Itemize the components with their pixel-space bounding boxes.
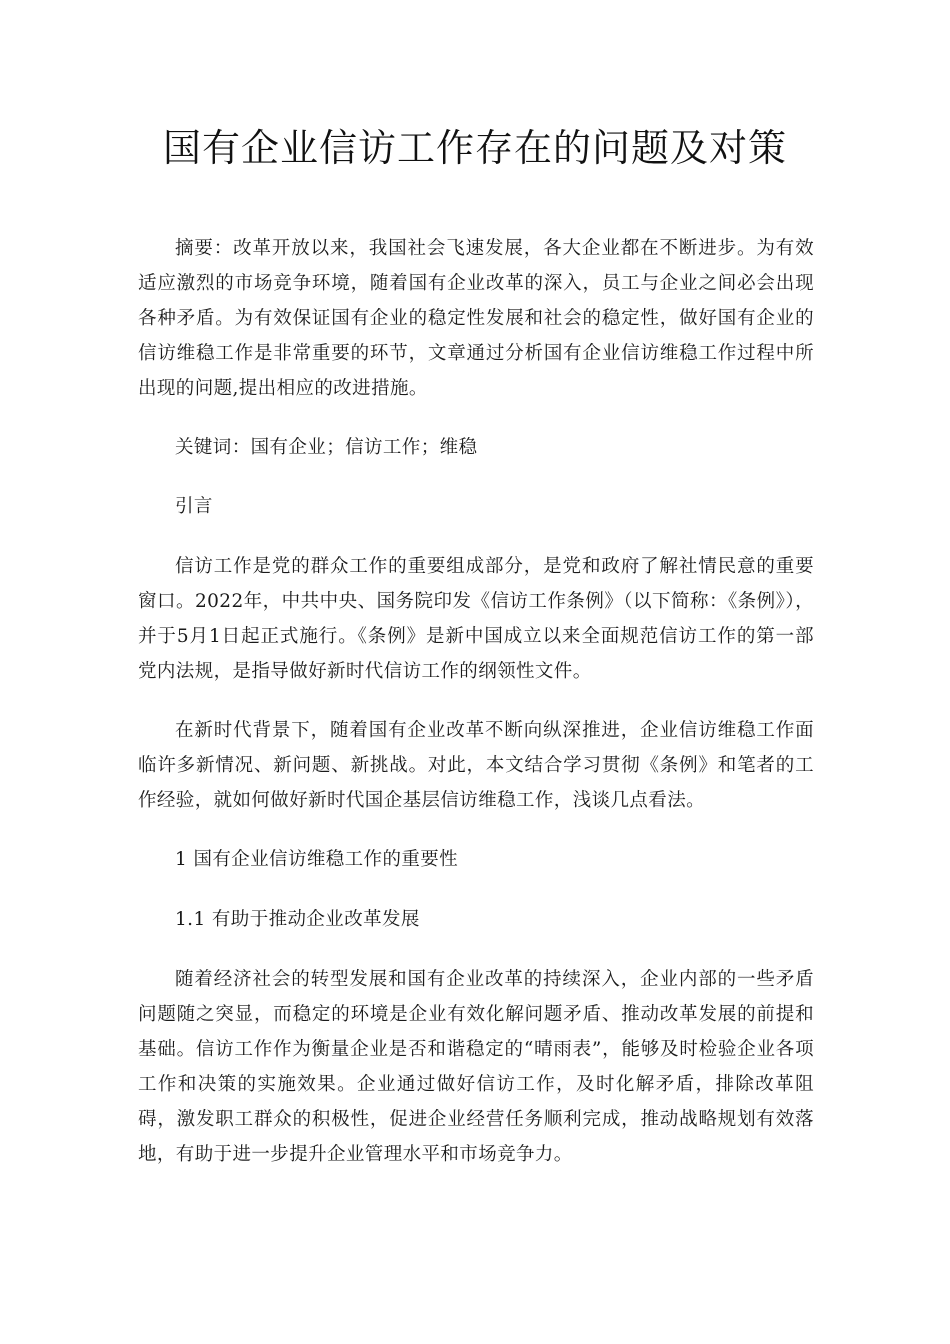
document-title: 国有企业信访工作存在的问题及对策 — [162, 126, 787, 170]
keywords-paragraph: 关键词：国有企业；信访工作；维稳 — [175, 437, 478, 458]
intro-paragraph-1: 信访工作是党的群众工作的重要组成部分，是党和政府了解社情民意的重要窗口。2022年，中共中央、国务院印发《信访工作条例》（以下简称：《条例》），并于5月1日起正式施行。《条例》是新中国成立以来全面规范信访工作的第一部党内法规，是指导做好新时代信访工作的纲领性文件。 — [138, 556, 814, 682]
document-body — [138, 231, 814, 1196]
section-1-heading: 1 国有企业信访维稳工作的重要性 — [175, 849, 459, 870]
intro-heading: 引言 — [175, 496, 213, 517]
intro-paragraph-2: 在新时代背景下，随着国有企业改革不断向纵深推进，企业信访维稳工作面临许多新情况、新问题、新挑战。对此，本文结合学习贯彻《条例》和笔者的工作经验，就如何做好新时代国企基层信访维稳工作，浅谈几点看法。 — [138, 720, 814, 811]
abstract-paragraph: 摘要：改革开放以来，我国社会飞速发展，各大企业都在不断进步。为有效适应激烈的市场竞争环境，随着国有企业改革的深入，员工与企业之间必会出现各种矛盾。为有效保证国有企业的稳定性发展和社会的稳定性，做好国有企业的信访维稳工作是非常重要的环节，文章通过分析国有企业信访维稳工作过程中所出现的问题,提出相应的改进措施。 — [138, 238, 814, 399]
section-1-1-paragraph: 随着经济社会的转型发展和国有企业改革的持续深入，企业内部的一些矛盾问题随之突显，而稳定的环境是企业有效化解问题矛盾、推动改革发展的前提和基础。信访工作作为衡量企业是否和谐稳定的“晴雨表”，能够及时检验企业各项工作和决策的实施效果。企业通过做好信访工作，及时化解矛盾，排除改革阻碍，激发职工群众的积极性，促进企业经营任务顺利完成，推动战略规划有效落地，有助于进一步提升企业管理水平和市场竞争力。 — [138, 969, 814, 1165]
section-1-1-heading: 1.1 有助于推动企业改革发展 — [175, 909, 420, 930]
